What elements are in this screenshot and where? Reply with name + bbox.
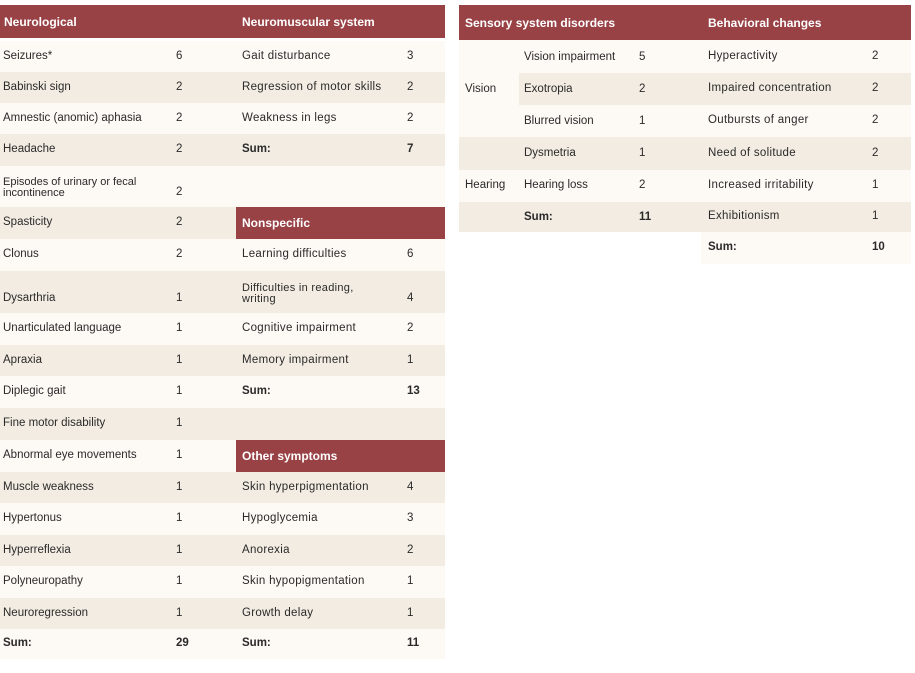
symptom-count: 2 [407,322,414,335]
table-row [236,41,445,72]
table-row [0,440,236,472]
table-row [0,239,236,271]
table-row [236,271,445,313]
sum-value: 11 [639,211,652,223]
sum-value: 11 [407,637,420,650]
symptom-label: Babinski sign [3,80,71,93]
nonspecific-header [236,207,445,239]
sum-row [236,376,445,408]
symptom-count: 2 [407,111,414,124]
symptom-count: 2 [407,80,414,93]
table-row [701,73,911,105]
sensory-table [459,5,701,232]
symptom-label: Abnormal eye movements [3,449,137,462]
behavioral-header [701,5,911,40]
symptom-count: 1 [176,575,183,588]
symptom-label: Anorexia [242,543,290,556]
other-header-label: Other symptoms [242,449,338,463]
spacer-row [236,408,445,440]
spacer-row [236,166,445,207]
symptom-count: 1 [176,543,183,556]
table-row [0,271,236,313]
table-row [701,105,911,137]
symptom-count: 4 [407,480,414,493]
table-row [236,345,445,376]
symptom-label: Episodes of urinary or fecal incontinence [3,176,137,199]
sum-label: Sum: [524,211,553,223]
symptom-count: 1 [639,147,646,159]
symptom-label: Clonus [3,248,39,261]
table-row [236,472,445,503]
symptom-label: Difficulties in reading, writing [242,282,354,305]
symptom-count: 1 [872,210,879,223]
symptom-count: 5 [639,51,646,63]
sum-row [236,629,445,659]
table-row [701,137,911,170]
symptom-label: Diplegic gait [3,385,66,398]
neurological-table [0,5,236,659]
table-row [701,202,911,232]
symptom-label: Headache [3,143,56,156]
symptom-count: 2 [176,186,183,198]
symptom-label: Spasticity [3,216,53,229]
sensory-header-label: Sensory system disorders [465,15,616,30]
symptom-label: Vision impairment [524,51,616,63]
symptom-label: Exotropia [524,83,573,95]
table-row [0,166,236,207]
symptom-label: Dysarthria [3,292,56,304]
table-row [0,503,236,535]
neuromuscular-header [236,5,445,38]
symptom-count: 3 [407,512,414,525]
table-row [236,566,445,598]
sum-row [0,629,236,659]
symptom-count: 2 [872,146,879,159]
sum-value: 29 [176,637,189,650]
sum-value: 7 [407,143,414,156]
behavioral-header-label: Behavioral changes [708,15,822,30]
symptom-label: Muscle weakness [3,480,94,493]
symptom-label: Amnestic (anomic) aphasia [3,111,142,124]
sum-label: Sum: [242,143,271,156]
symptom-label: Gait disturbance [242,49,331,62]
symptom-count: 1 [176,449,183,462]
symptom-label: Fine motor disability [3,417,106,430]
symptom-count: 2 [176,216,183,229]
sum-label: Sum: [708,241,737,254]
symptom-count: 1 [176,480,183,493]
symptom-label: Skin hypopigmentation [242,575,365,588]
sum-value: 10 [872,241,885,254]
symptom-label: Hearing loss [524,179,588,191]
symptom-label: Weakness in legs [242,111,337,124]
neurological-header-label: Neurological [4,14,77,29]
table-row [459,137,701,170]
sum-row [459,202,701,232]
symptom-count: 1 [176,292,183,304]
neuromuscular-header-label: Neuromuscular system [242,14,375,29]
symptom-label: Hyperactivity [708,49,778,62]
symptom-count: 1 [176,417,183,430]
symptom-label: Hyperreflexia [3,543,71,556]
table-row [0,72,236,103]
symptom-label: Need of solitude [708,146,796,159]
symptom-label: Apraxia [3,353,42,366]
nonspecific-header-label: Nonspecific [242,216,311,230]
symptom-count: 1 [407,606,414,619]
table-row [236,103,445,134]
symptom-label: Outbursts of anger [708,114,809,127]
symptom-count: 4 [407,292,414,304]
symptom-label: Neuroregression [3,606,89,619]
symptom-count: 2 [872,82,879,95]
table-row [236,535,445,566]
behavioral-table [701,5,911,264]
table-row [0,566,236,598]
symptom-label: Hypertonus [3,512,62,525]
symptom-count: 3 [407,49,414,62]
table-row [0,472,236,503]
table-row [0,376,236,408]
table-row [0,134,236,166]
symptom-label: Learning difficulties [242,248,347,261]
symptom-count: 2 [407,543,414,556]
symptom-label: Regression of motor skills [242,80,382,93]
symptom-label: Impaired concentration [708,82,832,95]
table-row [236,503,445,535]
symptom-label: Cognitive impairment [242,322,357,335]
table-row [0,408,236,440]
table-row [0,103,236,134]
table-row [0,345,236,376]
symptom-count: 1 [872,179,879,192]
sum-row [701,232,911,264]
symptom-label: Blurred vision [524,115,594,127]
table-row [0,313,236,345]
middle-tables [236,5,445,659]
symptom-label: Memory impairment [242,353,349,366]
symptom-count: 2 [639,83,646,95]
symptom-label: Increased irritability [708,179,814,192]
symptom-count: 1 [407,353,414,366]
sum-row [236,134,445,166]
symptom-count: 6 [176,49,183,62]
symptom-count: 6 [407,248,414,261]
symptom-label: Polyneuropathy [3,575,83,588]
symptom-count: 1 [176,322,183,335]
symptom-count: 1 [176,353,183,366]
symptom-count: 2 [176,111,183,124]
sum-value: 13 [407,385,420,398]
hearing-group-label: Hearing [465,179,506,191]
symptom-count: 1 [176,512,183,525]
symptom-count: 2 [639,179,646,191]
symptom-count: 1 [176,385,183,398]
symptom-count: 1 [176,606,183,619]
table-row [236,313,445,345]
symptom-count: 2 [176,248,183,261]
symptom-label: Exhibitionism [708,210,780,223]
symptom-count: 2 [872,114,879,127]
table-row [0,41,236,72]
symptom-label: Growth delay [242,606,314,619]
table-row [701,40,911,73]
sensory-header [459,5,701,40]
symptom-count: 1 [407,575,414,588]
symptom-label: Hypoglycemia [242,512,318,525]
table-row [236,72,445,103]
symptom-label: Seizures* [3,49,53,62]
sum-label: Sum: [242,385,271,398]
neurological-header [0,5,236,38]
symptom-count: 2 [872,49,879,62]
sum-label: Sum: [3,637,32,650]
symptom-count: 2 [176,80,183,93]
table-row [0,207,236,239]
symptom-count: 2 [176,143,183,156]
other-header [236,440,445,472]
table-row [0,535,236,566]
vision-group-label: Vision [465,83,497,95]
table-row [0,598,236,629]
table-row [236,239,445,271]
table-row [701,170,911,202]
sum-label: Sum: [242,637,271,650]
symptom-label: Skin hyperpigmentation [242,480,369,493]
table-row [236,598,445,629]
symptom-count: 1 [639,115,646,127]
symptom-label: Dysmetria [524,147,576,159]
symptom-label: Unarticulated language [3,322,122,335]
